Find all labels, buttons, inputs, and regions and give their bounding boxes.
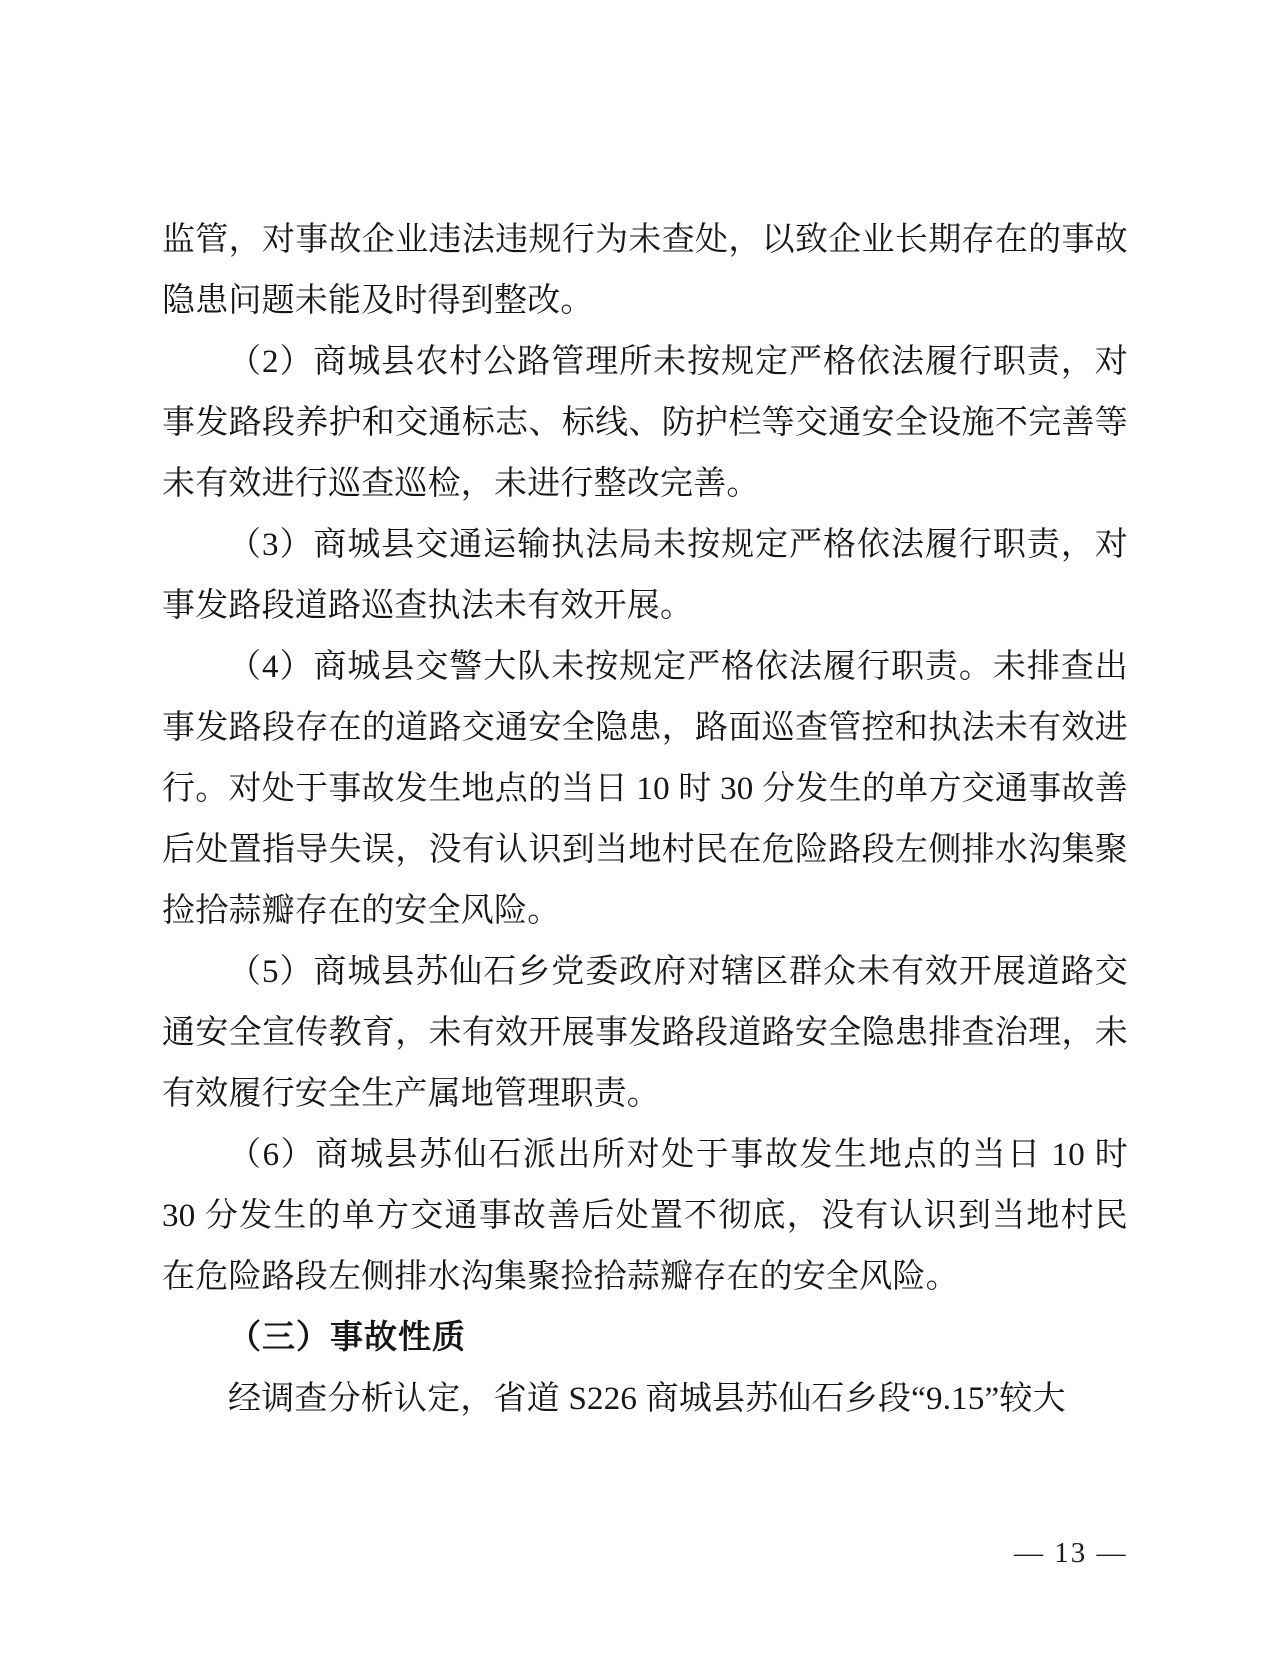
paragraph-item-4: （4）商城县交警大队未按规定严格依法履行职责。未排查出事发路段存在的道路交通安全隐患，路面巡查管控和执法未有效进行。对处于事故发生地点的当日 10 时 30 分发生的单方交通事故善后处置指导失误，没有认识到当地村民在危险路段左侧排水沟集聚捡拾蒜瓣存在的安全风险。 [162, 649, 1128, 929]
paragraph-item-6: （6）商城县苏仙石派出所对处于事故发生地点的当日 10 时 30 分发生的单方交通事故善后处置不彻底，没有认识到当地村民在危险路段左侧排水沟集聚捡拾蒜瓣存在的安全风险。 [162, 1137, 1128, 1295]
document-body [162, 210, 1128, 1430]
paragraph-conclusion-start: 经调查分析认定，省道 S226 商城县苏仙石乡段“9.15”较大 [228, 1381, 1066, 1417]
paragraph-item-3: （3）商城县交通运输执法局未按规定严格依法履行职责，对事发路段道路巡查执法未有效开展。 [162, 527, 1128, 624]
paragraph-item-5: （5）商城县苏仙石乡党委政府对辖区群众未有效开展道路交通安全宣传教育，未有效开展事发路段道路安全隐患排查治理，未有效履行安全生产属地管理职责。 [162, 954, 1128, 1112]
paragraph-continuation: 监管，对事故企业违法违规行为未查处，以致企业长期存在的事故隐患问题未能及时得到整改。 [162, 222, 1128, 319]
page-number: — 13 — [1014, 1537, 1128, 1569]
paragraph-item-2: （2）商城县农村公路管理所未按规定严格依法履行职责，对事发路段养护和交通标志、标线、防护栏等交通安全设施不完善等未有效进行巡查巡检，未进行整改完善。 [162, 344, 1128, 502]
section-heading-accident-nature: （三）事故性质 [228, 1320, 466, 1356]
